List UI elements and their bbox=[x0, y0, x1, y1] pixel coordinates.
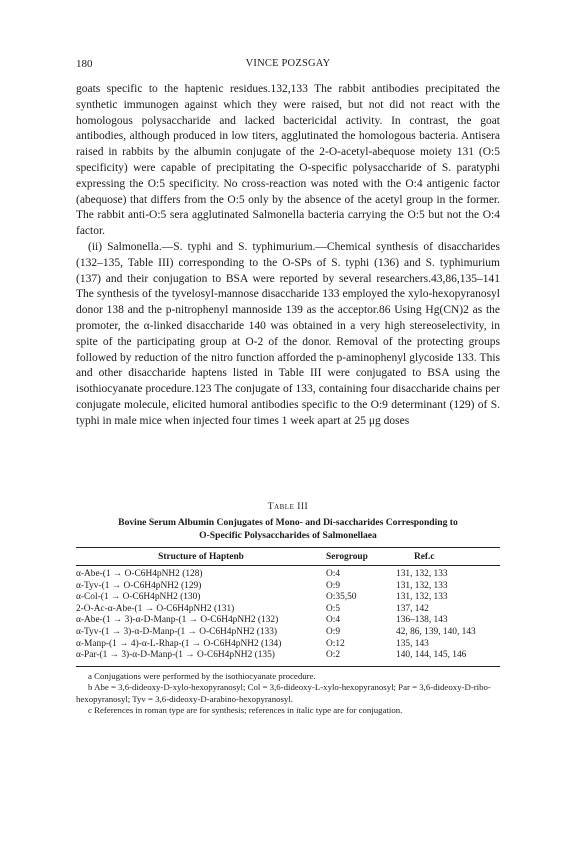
table-row bbox=[76, 650, 500, 666]
table-footnotes bbox=[76, 671, 500, 717]
cell-ref: 136–138, 143 bbox=[396, 615, 448, 626]
column-header-structure: Structure of Haptenb bbox=[158, 552, 244, 562]
table-title-line-1: Bovine Serum Albumin Conjugates of Mono- and Di-saccharides Corresponding to bbox=[118, 517, 458, 528]
table-header-row bbox=[76, 548, 500, 566]
cell-ref: 140, 144, 145, 146 bbox=[396, 650, 467, 661]
footnote-b: b Abe = 3,6-dideoxy-D-xylo-hexopyranosyl; Col = 3,6-dideoxy-L-xylo-hexopyranosyl; Par = 3,6-dideoxy-D-ribo-hexopyranosyl; Tyv = 3,6-dideoxy-D-arabino-hexopyranosyl. bbox=[76, 682, 491, 704]
table-row bbox=[76, 581, 500, 593]
table-row bbox=[76, 592, 500, 604]
cell-ref: 137, 142 bbox=[396, 603, 429, 614]
cell-structure: α-Abe-(1 → 3)-α-D-Manp-(1 → O-C6H4pNH2 (132) bbox=[76, 615, 279, 626]
paragraph-2: (ii) Salmonella.—S. typhi and S. typhimurium.—Chemical synthesis of disaccharides (132–135, Table III) corresponding to the O-SPs of S. typhi (136) and S. typhimurium (137) and their conjugation to BSA were reported by several researchers.43,86,135–141 The synthesis of the tyvelosyl-mannose disaccharide 133 employed the xylo-hexopyranosyl donor 138 and the p-nitrophenyl mannoside 139 as the acceptor.86 Using Hg(CN)2 as the promoter, the α-linked disaccharide 140 was obtained in a very high stereoselectivity, in spite of the participating group at O-2 of the donor. Removal of the protecting groups followed by reduction of the nitro function afforded the p-aminophenyl glycoside 133. This and other disaccharide haptens listed in Table III were conjugated to BSA using the isothiocyanate procedure.123 The conjugate of 133, containing four disaccharide chains per conjugate molecule, elicited humoral antibodies specific to the O:9 determinant (129) of S. typhi in male mice when injected four times 1 week apart at 25 μg doses bbox=[76, 240, 500, 427]
data-table bbox=[76, 547, 500, 667]
cell-ref: 131, 132, 133 bbox=[396, 580, 448, 591]
cell-serogroup: O:4 bbox=[326, 569, 341, 579]
table-title bbox=[76, 517, 500, 542]
body-text bbox=[76, 82, 500, 430]
cell-structure: α-Col-(1 → O-C6H4pNH2 (130) bbox=[76, 592, 201, 603]
table-row bbox=[76, 615, 500, 627]
table-row bbox=[76, 627, 500, 639]
page-number: 180 bbox=[76, 58, 93, 70]
table-row bbox=[76, 639, 500, 651]
cell-ref: 131, 132, 133 bbox=[396, 569, 448, 579]
cell-structure: α-Tyv-(1 → 3)-α-D-Manp-(1 → O-C6H4pNH2 (133) bbox=[76, 626, 278, 637]
cell-ref: 135, 143 bbox=[396, 638, 429, 649]
footnote-c: c References in roman type are for synthesis; references in italic type are for conjugation. bbox=[88, 705, 403, 716]
table-iii bbox=[76, 502, 500, 717]
cell-serogroup: O:9 bbox=[326, 626, 341, 637]
cell-serogroup: O:5 bbox=[326, 603, 341, 614]
column-header-ref: Ref.c bbox=[414, 552, 435, 562]
footnote-a: a Conjugations were performed by the isothiocyanate procedure. bbox=[88, 670, 316, 681]
running-title: VINCE POZSGAY bbox=[245, 58, 331, 69]
cell-serogroup: O:12 bbox=[326, 638, 345, 649]
cell-ref: 131, 132, 133 bbox=[396, 592, 448, 603]
table-row bbox=[76, 604, 500, 616]
cell-serogroup: O:35,50 bbox=[326, 592, 357, 603]
table-caption: Table III bbox=[267, 502, 309, 512]
cell-structure: α-Abe-(1 → O-C6H4pNH2 (128) bbox=[76, 569, 203, 579]
table-title-line-2: O-Specific Polysaccharides of Salmonellaea bbox=[199, 529, 377, 541]
table-row bbox=[76, 566, 500, 581]
page-header bbox=[76, 58, 500, 72]
column-header-serogroup: Serogroup bbox=[326, 552, 368, 562]
cell-structure: α-Par-(1 → 3)-α-D-Manp-(1 → O-C6H4pNH2 (135) bbox=[76, 650, 275, 661]
cell-serogroup: O:9 bbox=[326, 580, 341, 591]
paragraph-1: goats specific to the haptenic residues.132,133 The rabbit antibodies precipitated the synthetic immunogen against which they were raised, but not did not react with the homologous polysaccharide and lacked bactericidal activity. In contrast, the goat antibodies, although produced in low titers, agglutinated the homologous bacteria. Antisera raised in rabbits by the albumin conjugate of the 2-O-acetyl-abequose moiety 131 (O:5 specificity) were capable of precipitating the O-specific polysaccharide of S. paratyphi expressing the O:5 specificity. No cross-reaction was noted with the O:4 antigenic factor (abequose) that differs from the O:5 only by the absence of the acetyl group in the former. The rabbit anti-O:5 sera agglutinated Salmonella bacteria carrying the O:5 but not the O:4 factor. bbox=[76, 83, 500, 238]
cell-structure: α-Manp-(1 → 4)-α-L-Rhap-(1 → O-C6H4pNH2 (134) bbox=[76, 638, 282, 649]
cell-structure: α-Tyv-(1 → O-C6H4pNH2 (129) bbox=[76, 580, 202, 591]
cell-serogroup: O:4 bbox=[326, 615, 341, 626]
cell-serogroup: O:2 bbox=[326, 650, 341, 661]
cell-structure: 2-O-Ac-α-Abe-(1 → O-C6H4pNH2 (131) bbox=[76, 603, 235, 614]
cell-ref: 42, 86, 139, 140, 143 bbox=[396, 626, 476, 637]
